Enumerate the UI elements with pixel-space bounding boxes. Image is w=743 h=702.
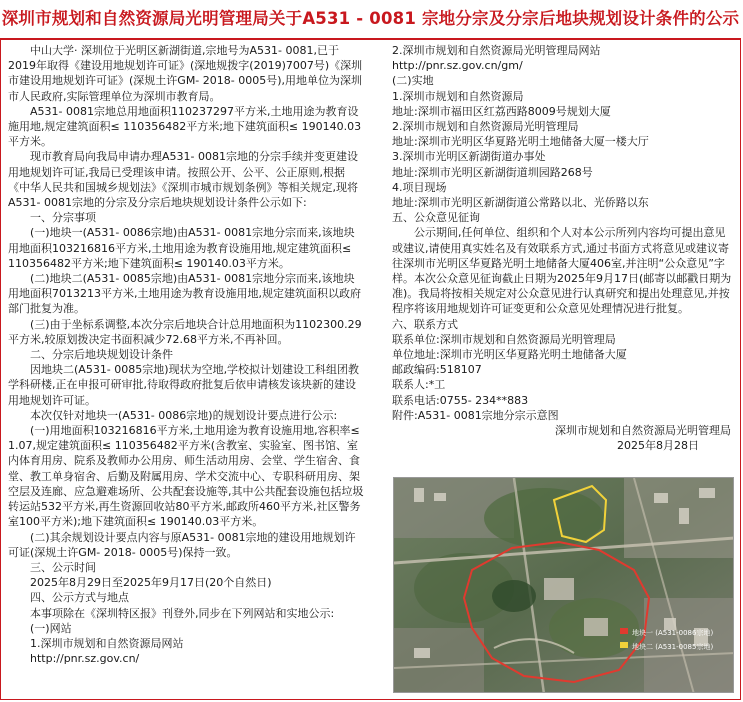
left-paragraph: A531- 0081宗地总用地面积110237297平方米,土地用途为教育设施用地,规定建筑面积≤ 110356482平方米;地下建筑面积≤ 190140.03平方米。 <box>8 104 362 149</box>
legend-swatch-yellow <box>620 642 628 648</box>
left-paragraph: (二)其余规划设计要点内容与原A531- 0081宗地的建设用地规划许可证(深规土许GM- 2018- 0005号)保持一致。 <box>8 530 356 559</box>
right-paragraph: 2.深圳市规划和自然资源局光明管理局 <box>392 120 579 134</box>
signature-org: 深圳市规划和自然资源局光明管理局 <box>555 424 731 438</box>
right-paragraph: 2.深圳市规划和自然资源局光明管理局网站 <box>392 44 601 57</box>
left-paragraph: (一)地块一(A531- 0086宗地)由A531- 0081宗地分宗而来,该地块用地面积103216816平方米,土地用途为教育设施用地,规定建筑面积≤ 110356482平方米;地下建筑面积≤ 190140.03平方米。 <box>8 226 355 270</box>
right-paragraph: 附件:A531- 0081宗地分宗示意图 <box>392 408 559 422</box>
right-paragraph: 1.深圳市规划和自然资源局 <box>392 89 524 103</box>
left-paragraph: 本事项除在《深圳特区报》刊登外,同步在下列网站和实地公示: <box>30 606 335 620</box>
right-paragraph: 4.项目现场 <box>392 180 447 194</box>
right-paragraph: http://pnr.sz.gov.cn/gm/ <box>392 59 523 73</box>
right-paragraph: 联系单位:深圳市规划和自然资源局光明管理局 <box>392 332 616 346</box>
left-paragraph: 本次仅针对地块一(A531- 0086宗地)的规划设计要点进行公示: <box>30 408 338 422</box>
right-paragraph: 地址:深圳市光明区华夏路光明土地储备大厦一楼大厅 <box>392 135 649 149</box>
right-paragraph: 五、公众意见征询 <box>392 211 480 225</box>
right-paragraph: 3.深圳市光明区新湖街道办事处 <box>392 150 546 164</box>
legend-swatch-red <box>620 628 628 634</box>
left-paragraph: 三、公示时间 <box>30 560 96 574</box>
right-paragraph: (二)实地 <box>392 74 434 88</box>
left-paragraph: http://pnr.sz.gov.cn/ <box>30 652 140 666</box>
right-paragraph: 单位地址:深圳市光明区华夏路光明土地储备大厦 <box>392 348 627 362</box>
left-paragraph: (二)地块二(A531- 0085宗地)由A531- 0081宗地分宗而来,该地块用地面积7013213平方米,土地用途为教育设施用地,规定建筑面积以政府部门批复为准。 <box>8 272 361 316</box>
legend-parcel-two: 地块二 (A531-0085宗地) <box>632 643 714 651</box>
left-paragraph: 现市教育局向我局申请办理A531- 0081宗地的分宗手续并变更建设用地规划许可证,我局已受理该申请。按照公开、公平、公正原则,根据《中华人民共和国城乡规划法》《深圳市城市规划条例》等相关规定,现将A531- 0081宗地的分宗及分宗后地块规划设计条件公示如下: <box>8 150 358 210</box>
left-column <box>8 43 365 666</box>
notice-title: 深圳市规划和自然资源局光明管理局关于A531 - 0081 宗地分宗及分宗后地块规划设计条件的公示 <box>0 0 741 40</box>
right-paragraph: 公示期间,任何单位、组织和个人对本公示所列内容均可提出意见或建议,请使用真实姓名及有效联系方式,通过书面方式将意见或建议寄往深圳市光明区华夏路光明土地储备大厦406室,并注明“公众意见”字样。本次公众意见征询截止日期为2025年9月17日(邮寄以邮戳日期为准)。我局将按相关规定对公众意见进行认真研究和提出处理意见,并按程序将该用地规划许可证变更和公众意见处理情况进行批复。 <box>392 226 732 316</box>
left-paragraph: 中山大学· 深圳位于光明区新湖街道,宗地号为A531- 0081,已于2019年取得《建设用地规划许可证》(深地规拨字(2019)7007号)《深圳市建设用地规划许可证》(深规土许GM- 2018- 0005号),用地单位为深圳市人民政府,实际管理单位为深圳市教育局。 <box>8 44 363 103</box>
left-paragraph: (一)网站 <box>30 621 72 635</box>
left-paragraph: 因地块二(A531- 0085宗地)现状为空地,学校拟计划建设工科组团教学科研楼,正在申报可研审批,待取得政府批复后依申请核发该块新的建设用地规划许可证。 <box>8 363 360 407</box>
satellite-map <box>394 478 734 693</box>
right-column <box>392 43 735 453</box>
left-paragraph: 一、分宗事项 <box>30 211 96 225</box>
left-paragraph: (一)用地面积103216816平方米,土地用途为教育设施用地,容积率≤ 1.07,规定建筑面积≤ 110356482平方米(含教室、实验室、图书馆、室内体育用房、院系及教师办公用房、师生活动用房、会堂、学生宿舍、食堂、教工单身宿舍、后勤及附属用房、学术交流中心、专职科研用房、架空层及连廊、应急避难场所、公共配套设施等,其中公共配套设施包括垃圾转运站532平方米,再生资源回收站80平方米,邮政所460平方米,社区警务室100平方米);地下建筑面积≤ 190140.03平方米。 <box>8 424 364 529</box>
right-paragraph: 联系人:*工 <box>392 378 446 392</box>
signature-date: 2025年8月28日 <box>617 439 699 453</box>
legend-parcel-one: 地块一 (A531-0086宗地) <box>632 629 714 637</box>
left-paragraph: 2025年8月29日至2025年9月17日(20个自然日) <box>30 576 272 590</box>
right-column-body <box>392 43 735 423</box>
right-paragraph: 六、联系方式 <box>392 317 458 331</box>
right-paragraph: 邮政编码:518107 <box>392 363 482 377</box>
right-paragraph: 联系电话:0755- 234**883 <box>392 393 529 407</box>
parcel-map-image <box>393 477 734 693</box>
left-paragraph: 1.深圳市规划和自然资源局网站 <box>30 636 184 650</box>
right-paragraph: 地址:深圳市光明区新湖街道圳园路268号 <box>392 165 593 179</box>
left-paragraph: (三)由于坐标系调整,本次分宗后地块合计总用地面积为1102300.29平方米,较原划拨决定书面积减少72.68平方米,不再补回。 <box>8 317 362 346</box>
right-paragraph: 地址:深圳市福田区红荔西路8009号规划大厦 <box>392 104 611 118</box>
left-paragraph: 二、分宗后地块规划设计条件 <box>30 348 173 362</box>
right-paragraph: 地址:深圳市光明区新湖街道公常路以北、光侨路以东 <box>392 196 649 210</box>
left-paragraph: 四、公示方式与地点 <box>30 591 129 605</box>
